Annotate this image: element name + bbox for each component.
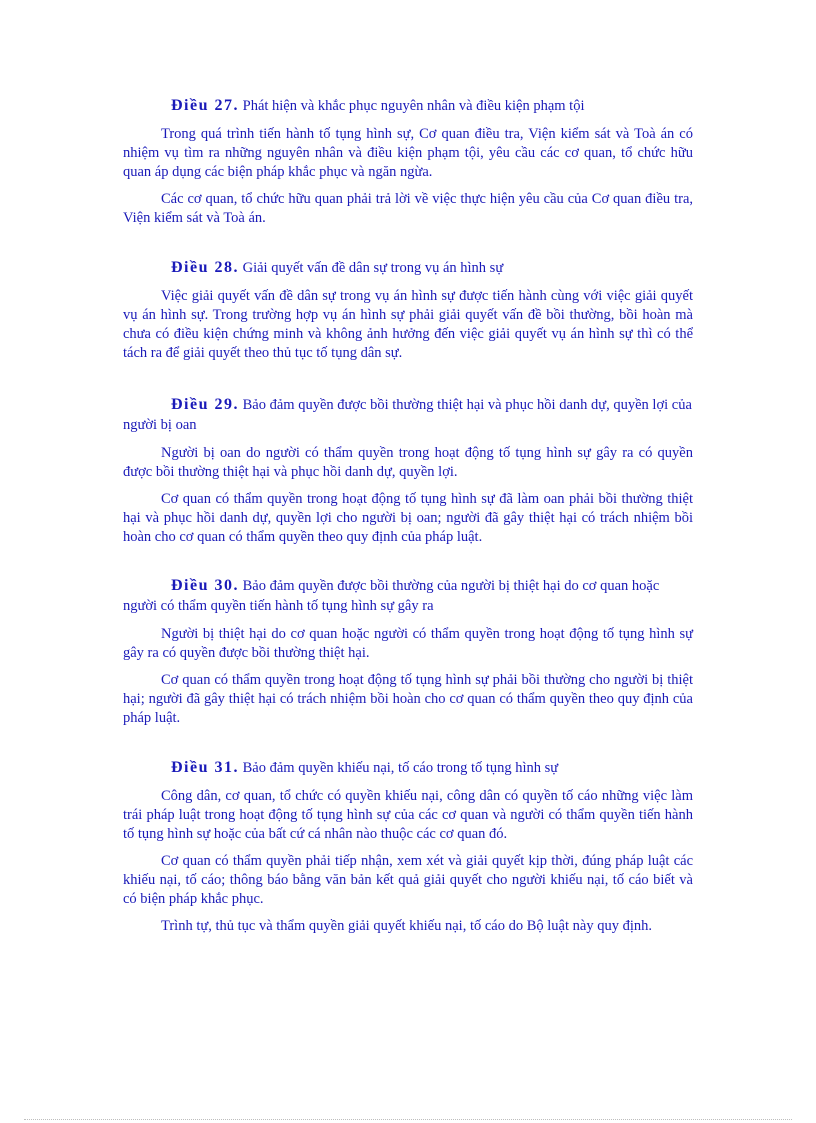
article-paragraph: Cơ quan có thẩm quyền trong hoạt động tố tụng hình sự đã làm oan phải bồi thường thiệt hại và phục hồi danh dự, quyền lợi cho người bị oan; người đã gây thiệt hại có trách nhiệm bồi hoàn cho cơ quan có thẩm quyền theo quy định của pháp luật. xyxy=(123,491,693,545)
article-heading xyxy=(123,758,693,778)
article-30 xyxy=(123,576,693,736)
article-paragraph: Trình tự, thủ tục và thẩm quyền giải quyết khiếu nại, tố cáo do Bộ luật này quy định. xyxy=(161,918,652,934)
article-number: Điều 31. xyxy=(171,759,239,776)
article-paragraph: Công dân, cơ quan, tổ chức có quyền khiếu nại, công dân có quyền tố cáo những việc làm trái pháp luật trong hoạt động tố tụng hình sự của các cơ quan và người có thẩm quyền tiến hành tố tụng hình sự hoặc của bất cứ cá nhân nào thuộc các cơ quan đó. xyxy=(123,788,693,842)
article-number: Điều 28. xyxy=(171,259,239,276)
article-paragraph: Cơ quan có thẩm quyền phải tiếp nhận, xem xét và giải quyết kịp thời, đúng pháp luật các khiếu nại, tố cáo; thông báo bằng văn bản kết quả giải quyết cho người khiếu nại, tố cáo biết và có biện pháp khắc phục. xyxy=(123,853,693,907)
article-number: Điều 30. xyxy=(171,577,239,594)
article-title: Bảo đảm quyền được bồi thường của người bị thiệt hại do cơ quan hoặc người có thẩm quyền tiến hành tố tụng hình sự gây ra xyxy=(123,578,660,614)
article-paragraph: Người bị thiệt hại do cơ quan hoặc người có thẩm quyền trong hoạt động tố tụng hình sự gây ra có quyền được bồi thường thiệt hại. xyxy=(123,626,693,661)
article-number: Điều 27. xyxy=(171,97,239,114)
article-29 xyxy=(123,395,693,555)
article-heading xyxy=(123,395,693,435)
article-31 xyxy=(123,758,693,944)
article-number: Điều 29. xyxy=(171,396,239,413)
article-heading xyxy=(123,576,693,616)
article-title: Bảo đảm quyền được bồi thường thiệt hại và phục hồi danh dự, quyền lợi của người bị oan xyxy=(123,397,692,433)
article-title: Bảo đảm quyền khiếu nại, tố cáo trong tố tụng hình sự xyxy=(242,760,559,776)
article-28 xyxy=(123,258,693,371)
article-heading xyxy=(123,96,693,116)
article-27 xyxy=(123,96,693,236)
article-heading xyxy=(123,258,693,278)
article-paragraph: Người bị oan do người có thẩm quyền trong hoạt động tố tụng hình sự gây ra có quyền được bồi thường thiệt hại và phục hồi danh dự, quyền lợi. xyxy=(123,445,693,480)
article-title: Giải quyết vấn đề dân sự trong vụ án hình sự xyxy=(242,260,504,276)
page-bottom-divider xyxy=(24,1119,792,1120)
article-paragraph: Trong quá trình tiến hành tố tụng hình sự, Cơ quan điều tra, Viện kiểm sát và Toà án có nhiệm vụ tìm ra những nguyên nhân và điều kiện phạm tội, yêu cầu các cơ quan, tổ chức hữu quan áp dụng các biện pháp khắc phục và ngăn ngừa. xyxy=(123,126,693,180)
article-paragraph: Các cơ quan, tổ chức hữu quan phải trả lời về việc thực hiện yêu cầu của Cơ quan điều tra, Viện kiểm sát và Toà án. xyxy=(123,191,693,226)
article-paragraph: Việc giải quyết vấn đề dân sự trong vụ án hình sự được tiến hành cùng với việc giải quyết vụ án hình sự. Trong trường hợp vụ án hình sự phải giải quyết vấn đề bồi thường, bồi hoàn mà chưa có điều kiện chứng minh và không ảnh hưởng đến việc giải quyết vụ án hình sự thì có thể tách ra để giải quyết theo thủ tục tố tụng dân sự. xyxy=(123,288,693,361)
article-title: Phát hiện và khắc phục nguyên nhân và điều kiện phạm tội xyxy=(242,98,585,114)
article-paragraph: Cơ quan có thẩm quyền trong hoạt động tố tụng hình sự phải bồi thường cho người bị thiệt hại; người đã gây thiệt hại có trách nhiệm bồi hoàn cho cơ quan có thẩm quyền theo quy định của pháp luật. xyxy=(123,672,693,726)
